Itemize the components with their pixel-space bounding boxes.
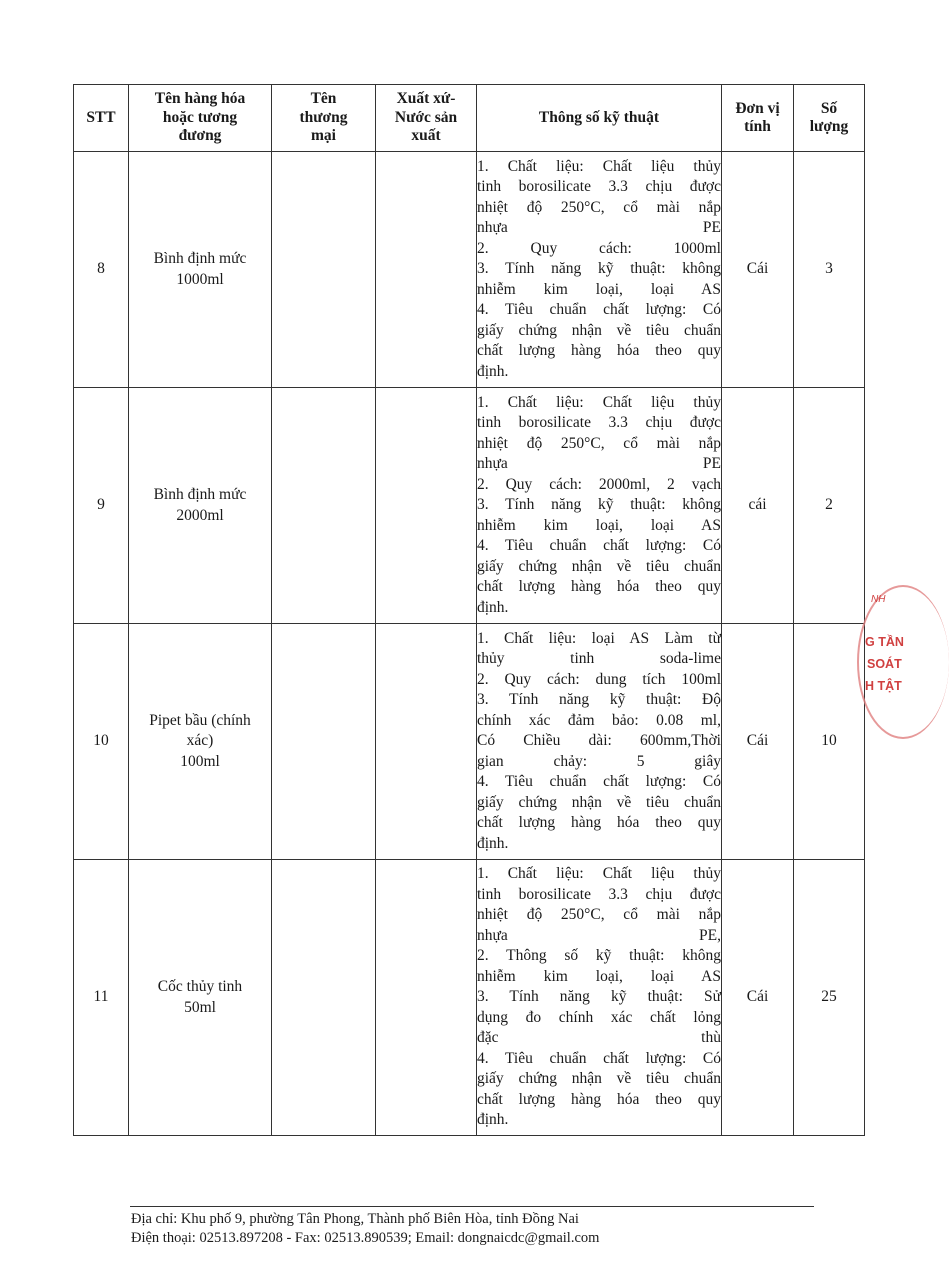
stamp-text-3: SOÁT: [867, 657, 902, 671]
header-item-name: Tên hàng hóa hoặc tương đương: [129, 85, 272, 152]
cell-stt: 8: [74, 152, 129, 388]
cell-origin: [376, 624, 477, 860]
header-trade-name: Tên thương mại: [272, 85, 376, 152]
cell-trade-name: [272, 152, 376, 388]
cell-quantity: 10: [794, 624, 865, 860]
cell-spec: 1. Chất liệu: Chất liệu thủy tinh borosilicate 3.3 chịu được nhiệt độ 250°C, cổ mài nắp nhựa PE 2. Quy cách: 2000ml, 2 vạch 3. Tính năng kỹ thuật: không nhiễm kim loại, loại AS 4. Tiêu chuẩn chất lượng: Có giấy chứng nhận về tiêu chuẩn chất lượng hàng hóa theo quy định.: [477, 388, 722, 624]
footer-divider: [130, 1206, 814, 1207]
header-spec: Thông số kỹ thuật: [477, 85, 722, 152]
cell-origin: [376, 860, 477, 1136]
cell-stt: 10: [74, 624, 129, 860]
footer-contact: Điện thoại: 02513.897208 - Fax: 02513.890539; Email: dongnaicdc@gmail.com: [131, 1230, 600, 1246]
cell-item-name: Bình định mức 2000ml: [129, 388, 272, 624]
stamp-text-4: H TẬT: [865, 679, 902, 693]
header-origin: Xuất xứ- Nước sản xuất: [376, 85, 477, 152]
cell-unit: cái: [722, 388, 794, 624]
cell-item-name: Pipet bầu (chính xác) 100ml: [129, 624, 272, 860]
cell-origin: [376, 388, 477, 624]
table-row: [74, 860, 865, 1136]
cell-unit: Cái: [722, 624, 794, 860]
header-stt: STT: [74, 85, 129, 152]
cell-trade-name: [272, 860, 376, 1136]
specification-table: [73, 84, 865, 1136]
red-stamp: [856, 585, 903, 735]
cell-trade-name: [272, 624, 376, 860]
stamp-text-1: NH: [871, 594, 886, 605]
cell-quantity: 25: [794, 860, 865, 1136]
header-row: [74, 85, 865, 152]
cell-spec: 1. Chất liệu: Chất liệu thủy tinh borosilicate 3.3 chịu được nhiệt độ 250°C, cổ mài nắp nhựa PE, 2. Thông số kỹ thuật: không nhiễm kim loại, loại AS 3. Tính năng kỹ thuật: Sử dụng đo chính xác chất lỏng đặc thù 4. Tiêu chuẩn chất lượng: Có giấy chứng nhận về tiêu chuẩn chất lượng hàng hóa theo quy định.: [477, 860, 722, 1136]
cell-quantity: 3: [794, 152, 865, 388]
cell-item-name: Bình định mức 1000ml: [129, 152, 272, 388]
cell-unit: Cái: [722, 152, 794, 388]
cell-stt: 9: [74, 388, 129, 624]
cell-spec: 1. Chất liệu: loại AS Làm từ thủy tinh soda-lime 2. Quy cách: dung tích 100ml 3. Tính năng kỹ thuật: Độ chính xác đảm bảo: 0.08 ml, Có Chiều dài: 600mm,Thời gian chảy: 5 giây 4. Tiêu chuẩn chất lượng: Có giấy chứng nhận về tiêu chuẩn chất lượng hàng hóa theo quy định.: [477, 624, 722, 860]
table-row: [74, 388, 865, 624]
stamp-text-2: G TẦN: [865, 635, 904, 649]
table-row: [74, 152, 865, 388]
cell-quantity: 2: [794, 388, 865, 624]
cell-origin: [376, 152, 477, 388]
header-quantity: Số lượng: [794, 85, 865, 152]
cell-spec: 1. Chất liệu: Chất liệu thủy tinh borosilicate 3.3 chịu được nhiệt độ 250°C, cổ mài nắp nhựa PE 2. Quy cách: 1000ml 3. Tính năng kỹ thuật: không nhiễm kim loại, loại AS 4. Tiêu chuẩn chất lượng: Có giấy chứng nhận về tiêu chuẩn chất lượng hàng hóa theo quy định.: [477, 152, 722, 388]
page-footer: [131, 1210, 599, 1248]
header-unit: Đơn vị tính: [722, 85, 794, 152]
cell-stt: 11: [74, 860, 129, 1136]
table-row: [74, 624, 865, 860]
cell-item-name: Cốc thủy tinh 50ml: [129, 860, 272, 1136]
cell-trade-name: [272, 388, 376, 624]
footer-address: Địa chỉ: Khu phố 9, phường Tân Phong, Thành phố Biên Hòa, tỉnh Đồng Nai: [131, 1211, 579, 1227]
cell-unit: Cái: [722, 860, 794, 1136]
